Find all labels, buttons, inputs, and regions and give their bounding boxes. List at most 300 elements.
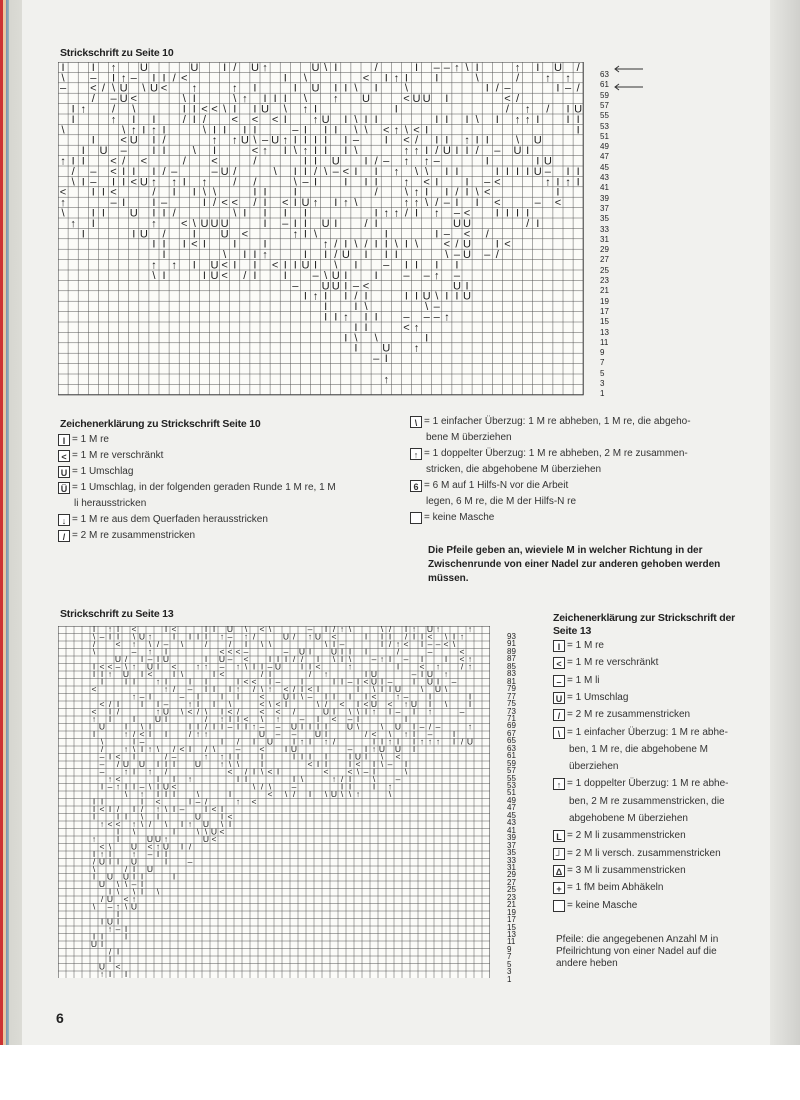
svg-text:I: I	[132, 864, 136, 874]
legend-item	[58, 482, 336, 495]
svg-text:U: U	[162, 654, 170, 664]
svg-text:I: I	[152, 145, 156, 158]
svg-text:I: I	[303, 290, 307, 303]
svg-text:I: I	[404, 759, 408, 769]
svg-text:/: /	[116, 706, 120, 717]
svg-text:U: U	[574, 103, 583, 116]
svg-text:U: U	[90, 939, 98, 949]
svg-text:I: I	[228, 751, 232, 762]
svg-text:↑: ↑	[299, 736, 305, 747]
svg-text:I: I	[364, 691, 368, 702]
svg-text:\: \	[348, 789, 352, 799]
svg-text:↑: ↑	[235, 684, 241, 694]
svg-text:/: /	[260, 669, 264, 679]
svg-text:I: I	[236, 774, 240, 784]
svg-text:\: \	[164, 804, 168, 814]
svg-text:I: I	[182, 103, 186, 116]
svg-text:–: –	[347, 714, 353, 724]
svg-text:U: U	[271, 134, 280, 147]
svg-text:I: I	[576, 113, 580, 126]
svg-text:I: I	[124, 676, 128, 687]
svg-text:↑: ↑	[565, 176, 571, 189]
svg-text:<: <	[342, 165, 350, 178]
svg-text:I: I	[356, 714, 360, 724]
svg-text:–: –	[302, 176, 309, 189]
svg-text:I: I	[445, 165, 449, 178]
svg-text:\: \	[228, 759, 232, 769]
svg-text:<: <	[271, 259, 279, 272]
svg-text:I: I	[108, 849, 112, 859]
svg-text:I: I	[108, 714, 112, 724]
svg-text:\: \	[124, 661, 128, 672]
svg-text:I: I	[425, 145, 429, 158]
svg-text:↑: ↑	[464, 134, 470, 147]
svg-text:I: I	[268, 676, 272, 687]
svg-text:I: I	[172, 669, 176, 679]
svg-text:–: –	[115, 924, 121, 934]
svg-text:<: <	[251, 796, 257, 807]
svg-text:I: I	[452, 729, 456, 739]
svg-text:/: /	[196, 706, 200, 717]
svg-text:<: <	[443, 238, 451, 251]
svg-text:I: I	[81, 176, 85, 189]
svg-text:↑: ↑	[110, 62, 117, 74]
svg-text:/: /	[233, 62, 237, 74]
svg-text:<: <	[419, 661, 425, 672]
svg-text:/: /	[435, 197, 439, 210]
svg-text:I: I	[108, 751, 112, 762]
svg-text:\: \	[334, 259, 338, 272]
legend-item	[58, 450, 163, 463]
svg-text:/: /	[505, 103, 509, 116]
svg-text:I: I	[228, 789, 232, 799]
svg-text:/: /	[92, 856, 96, 867]
svg-text:I: I	[374, 217, 378, 230]
svg-text:I: I	[435, 72, 439, 85]
svg-text:/: /	[91, 93, 95, 106]
svg-text:<: <	[155, 796, 161, 807]
svg-text:–: –	[235, 744, 241, 754]
svg-text:\: \	[388, 729, 392, 739]
svg-text:/: /	[526, 217, 530, 230]
svg-text:I: I	[308, 661, 312, 672]
svg-text:I: I	[252, 661, 256, 672]
svg-text:I: I	[344, 145, 348, 158]
svg-text:–: –	[110, 93, 117, 106]
svg-text:\: \	[300, 774, 304, 784]
svg-text:/: /	[292, 654, 296, 664]
svg-text:<: <	[120, 134, 127, 147]
svg-text:↑: ↑	[187, 819, 193, 829]
svg-text:<: <	[243, 714, 249, 724]
row-number: 7	[507, 952, 512, 962]
svg-text:I: I	[354, 342, 358, 355]
svg-text:I: I	[455, 290, 459, 303]
legend-text: = 1 M re aus dem Querfaden herausstricken	[72, 514, 268, 525]
svg-text:–: –	[99, 759, 105, 769]
svg-text:↑: ↑	[413, 186, 420, 199]
svg-text:I: I	[468, 699, 472, 709]
svg-text:\: \	[356, 706, 360, 717]
svg-text:\: \	[122, 124, 126, 137]
svg-text:I: I	[505, 165, 509, 178]
svg-text:I: I	[420, 669, 424, 679]
svg-text:↑: ↑	[163, 684, 169, 694]
svg-text:\: \	[356, 766, 360, 777]
svg-text:I: I	[132, 714, 136, 724]
svg-text:/: /	[324, 699, 328, 709]
svg-text:\: \	[268, 626, 272, 634]
legend-item	[553, 692, 628, 705]
svg-text:U: U	[354, 751, 362, 762]
svg-text:U: U	[139, 62, 148, 74]
row-number: 53	[600, 121, 609, 131]
row-number: 47	[507, 803, 516, 813]
legend-text: = 2 M li versch. zusammenstricken	[567, 847, 721, 859]
row-number: 59	[507, 758, 516, 768]
svg-text:I: I	[404, 714, 408, 724]
svg-text:I: I	[324, 311, 328, 324]
svg-text:I: I	[388, 631, 392, 642]
svg-text:U: U	[114, 654, 122, 664]
svg-text:↑: ↑	[195, 661, 201, 672]
svg-text:I: I	[324, 751, 328, 762]
svg-text:–: –	[275, 721, 281, 732]
svg-text:I: I	[324, 290, 328, 303]
svg-text:I: I	[192, 93, 196, 106]
svg-text:↑: ↑	[403, 197, 410, 210]
svg-text:I: I	[332, 639, 336, 649]
scan-margin	[0, 1045, 800, 1100]
svg-text:U: U	[210, 826, 218, 837]
svg-text:/: /	[354, 290, 358, 303]
svg-text:I: I	[182, 238, 186, 251]
svg-text:<: <	[383, 124, 390, 137]
row-number: 45	[600, 162, 609, 172]
svg-text:I: I	[444, 654, 448, 664]
svg-text:I: I	[263, 186, 267, 199]
row-number: 9	[600, 348, 605, 358]
svg-text:I: I	[92, 811, 96, 822]
svg-text:I: I	[344, 332, 348, 345]
svg-text:I: I	[172, 826, 176, 837]
svg-text:U: U	[394, 744, 402, 754]
svg-text:I: I	[100, 916, 104, 927]
svg-text:U: U	[311, 82, 320, 95]
row-number: 65	[507, 736, 516, 746]
svg-text:<: <	[363, 676, 369, 687]
svg-text:U: U	[98, 856, 106, 867]
svg-text:U: U	[106, 916, 114, 927]
svg-text:\: \	[415, 238, 419, 251]
svg-text:<: <	[115, 774, 121, 784]
svg-text:I: I	[308, 751, 312, 762]
row-number: 43	[507, 818, 516, 828]
svg-text:\: \	[244, 661, 248, 672]
svg-text:/: /	[182, 113, 186, 126]
svg-text:I: I	[91, 207, 95, 220]
legend2-title: Zeichenerklärung zur Strickschrift der Seite 13	[553, 612, 736, 637]
svg-text:I: I	[162, 124, 166, 137]
chart2-grid	[58, 626, 490, 978]
legend-text: = 2 M re zusammenstricken	[567, 709, 691, 721]
legend-item	[74, 498, 146, 511]
row-number: 25	[600, 265, 609, 275]
svg-text:↑: ↑	[435, 736, 441, 747]
page-edge	[770, 0, 800, 1045]
svg-text:I: I	[116, 626, 120, 634]
svg-text:↑: ↑	[514, 113, 521, 126]
svg-text:↑: ↑	[393, 207, 400, 220]
legend-symbol: \	[410, 416, 422, 428]
svg-text:/: /	[204, 796, 208, 807]
svg-text:I: I	[244, 639, 248, 649]
svg-text:↑: ↑	[131, 661, 137, 672]
svg-text:\: \	[268, 699, 272, 709]
svg-text:I: I	[164, 789, 168, 799]
svg-text:I: I	[293, 186, 297, 199]
legend-symbol: <	[553, 657, 565, 669]
svg-text:<: <	[219, 646, 225, 657]
svg-text:I: I	[260, 661, 264, 672]
svg-text:I: I	[81, 228, 85, 241]
svg-text:U: U	[426, 626, 434, 634]
svg-text:/: /	[253, 176, 257, 189]
page-number: 6	[56, 1010, 64, 1026]
legend1-list	[58, 434, 398, 564]
svg-text:↑: ↑	[107, 669, 113, 679]
svg-text:/: /	[172, 207, 176, 220]
row-number: 83	[507, 669, 516, 679]
svg-text:I: I	[132, 804, 136, 814]
svg-text:I: I	[122, 197, 126, 210]
svg-text:I: I	[156, 699, 160, 709]
legend-item	[426, 496, 576, 509]
svg-text:I: I	[576, 176, 580, 189]
svg-text:I: I	[263, 93, 267, 106]
legend-symbol: <	[58, 450, 70, 462]
svg-text:I: I	[445, 134, 449, 147]
svg-text:/: /	[164, 751, 168, 762]
svg-text:I: I	[332, 676, 336, 687]
svg-text:<: <	[275, 706, 281, 717]
svg-text:I: I	[526, 207, 530, 220]
svg-text:–: –	[131, 879, 137, 889]
legend-text: = 1 Umschlag	[567, 691, 629, 703]
svg-text:I: I	[71, 155, 75, 168]
svg-text:I: I	[172, 759, 176, 769]
svg-text:<: <	[504, 238, 511, 251]
svg-text:U: U	[190, 62, 199, 74]
svg-text:\: \	[204, 706, 208, 717]
svg-text:/: /	[404, 631, 408, 642]
svg-text:I: I	[425, 186, 429, 199]
svg-text:–: –	[90, 176, 97, 189]
svg-text:U: U	[220, 228, 229, 241]
legend-symbol	[553, 900, 565, 912]
svg-text:I: I	[364, 321, 368, 334]
svg-text:I: I	[202, 238, 206, 251]
row-number: 15	[600, 317, 609, 327]
svg-text:\: \	[465, 62, 469, 74]
row-number: 75	[507, 699, 516, 709]
svg-text:I: I	[283, 145, 287, 158]
legend-item	[553, 657, 658, 670]
svg-text:I: I	[536, 62, 540, 74]
svg-text:↑: ↑	[99, 819, 105, 829]
svg-text:–: –	[433, 301, 440, 314]
svg-text:<: <	[147, 841, 153, 852]
svg-text:U: U	[426, 676, 434, 687]
svg-text:I: I	[465, 145, 469, 158]
svg-text:\: \	[452, 639, 456, 649]
row-number: 15	[507, 922, 516, 932]
svg-text:I: I	[380, 631, 384, 642]
svg-text:U: U	[210, 217, 219, 230]
svg-text:I: I	[204, 626, 208, 634]
svg-text:/: /	[460, 736, 464, 747]
svg-text:–: –	[99, 751, 105, 762]
svg-text:\: \	[202, 124, 206, 137]
row-number: 51	[600, 131, 609, 141]
svg-text:I: I	[148, 691, 152, 702]
svg-text:I: I	[364, 155, 368, 168]
svg-text:I: I	[324, 145, 328, 158]
svg-text:I: I	[412, 729, 416, 739]
svg-text:U: U	[122, 871, 130, 882]
svg-text:/: /	[475, 145, 479, 158]
svg-text:<: <	[259, 706, 265, 717]
svg-text:<: <	[110, 165, 117, 178]
svg-text:I: I	[303, 228, 307, 241]
legend-item	[58, 514, 268, 527]
svg-text:I: I	[152, 113, 156, 126]
svg-text:I: I	[293, 165, 297, 178]
svg-text:↑: ↑	[413, 342, 420, 355]
svg-text:<: <	[115, 961, 121, 972]
svg-text:↑: ↑	[203, 751, 209, 762]
svg-text:I: I	[164, 676, 168, 687]
svg-text:I: I	[108, 631, 112, 642]
svg-text:\: \	[182, 93, 186, 106]
svg-text:U: U	[122, 759, 130, 769]
svg-text:I: I	[314, 103, 318, 116]
svg-text:I: I	[140, 871, 144, 882]
row-number: 91	[507, 639, 516, 649]
svg-text:–: –	[451, 676, 457, 687]
svg-text:–: –	[211, 165, 218, 178]
svg-text:–: –	[433, 62, 440, 74]
svg-text:–: –	[90, 72, 97, 85]
svg-text:I: I	[412, 744, 416, 754]
svg-text:↑: ↑	[514, 62, 521, 74]
svg-text:I: I	[233, 103, 237, 116]
svg-text:\: \	[354, 82, 358, 95]
svg-text:I: I	[374, 113, 378, 126]
svg-text:↑: ↑	[171, 259, 177, 272]
svg-text:I: I	[92, 871, 96, 882]
svg-text:/: /	[415, 134, 419, 147]
svg-text:I: I	[116, 856, 120, 867]
svg-text:I: I	[384, 134, 388, 147]
svg-text:–: –	[187, 856, 193, 867]
svg-text:I: I	[192, 228, 196, 241]
svg-text:\: \	[252, 781, 256, 792]
svg-text:I: I	[202, 269, 206, 282]
svg-text:I: I	[576, 124, 580, 137]
svg-text:U: U	[463, 238, 472, 251]
svg-text:U: U	[346, 721, 354, 732]
svg-text:↑: ↑	[395, 691, 401, 702]
svg-text:I: I	[344, 280, 348, 293]
svg-text:<: <	[403, 134, 410, 147]
svg-text:I: I	[556, 176, 560, 189]
svg-text:↑: ↑	[191, 82, 198, 95]
svg-text:\: \	[314, 228, 318, 241]
svg-text:<: <	[91, 684, 97, 694]
legend-item	[569, 744, 708, 757]
svg-text:/: /	[188, 729, 192, 739]
svg-text:↑: ↑	[312, 113, 319, 126]
svg-text:I: I	[452, 631, 456, 642]
svg-text:I: I	[108, 954, 112, 964]
svg-text:I: I	[124, 969, 128, 978]
svg-text:I: I	[465, 113, 469, 126]
svg-text:–: –	[275, 676, 281, 687]
svg-text:I: I	[436, 676, 440, 687]
svg-text:I: I	[344, 176, 348, 189]
svg-text:/: /	[374, 155, 378, 168]
svg-text:I: I	[435, 113, 439, 126]
svg-text:I: I	[100, 931, 104, 942]
svg-text:/: /	[300, 654, 304, 664]
svg-text:I: I	[223, 62, 227, 74]
svg-text:I: I	[332, 706, 336, 717]
svg-text:I: I	[204, 631, 208, 642]
svg-text:I: I	[91, 62, 95, 74]
svg-text:/: /	[374, 186, 378, 199]
svg-text:↑: ↑	[545, 72, 551, 85]
svg-text:I: I	[374, 207, 378, 220]
svg-text:U: U	[266, 736, 274, 747]
svg-text:↑: ↑	[115, 901, 121, 912]
svg-text:<: <	[139, 729, 145, 739]
svg-text:I: I	[452, 736, 456, 747]
svg-text:\: \	[140, 721, 144, 732]
svg-text:↑: ↑	[545, 176, 551, 189]
legend1-note: Die Pfeile geben an, wieviele M in welcher Richtung in der Zwischenrunde von einer Nadel zur anderen gehoben werden müssen.	[428, 545, 721, 584]
svg-text:–: –	[453, 207, 461, 220]
svg-text:<: <	[130, 176, 137, 189]
legend-item	[410, 512, 494, 525]
svg-text:/: /	[213, 197, 217, 210]
svg-text:I: I	[112, 72, 116, 85]
svg-text:I: I	[124, 811, 128, 822]
legend-text: = 2 M re zusammenstricken	[72, 530, 196, 541]
svg-text:I: I	[172, 774, 176, 784]
svg-text:I: I	[140, 879, 144, 889]
svg-text:I: I	[404, 72, 408, 85]
svg-text:↑: ↑	[433, 269, 440, 282]
legend-symbol	[410, 512, 422, 524]
svg-text:I: I	[364, 290, 368, 303]
row-number: 31	[600, 234, 609, 244]
svg-text:I: I	[334, 62, 338, 74]
svg-text:I: I	[428, 691, 432, 702]
svg-text:↑: ↑	[203, 729, 209, 739]
svg-text:<: <	[171, 661, 177, 672]
svg-text:I: I	[212, 699, 216, 709]
